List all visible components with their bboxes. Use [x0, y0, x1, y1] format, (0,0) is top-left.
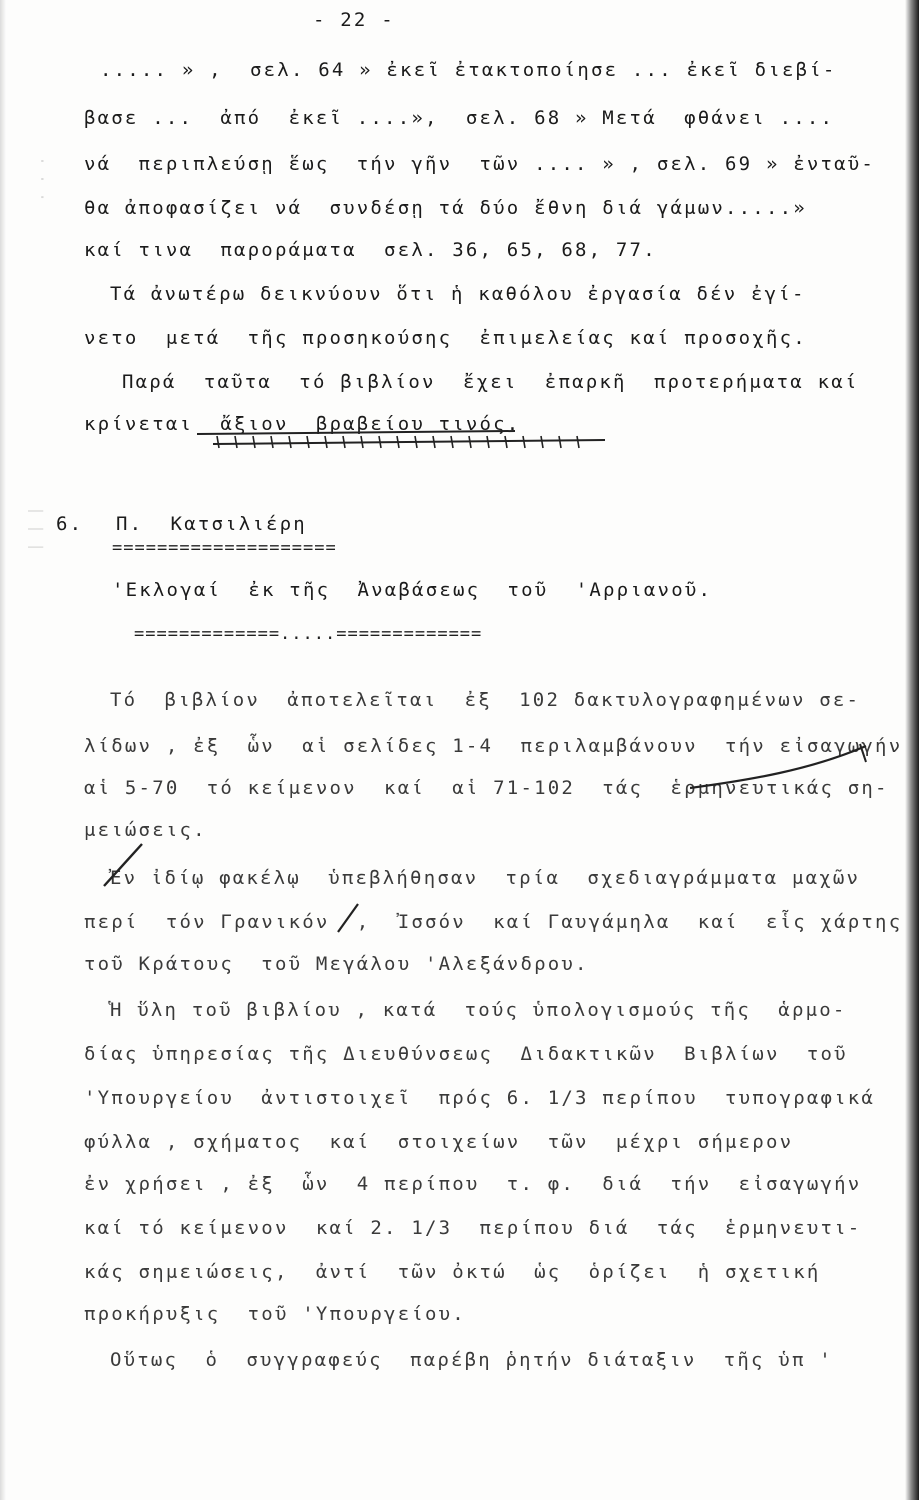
text-line-1: ..... » , σελ. 64 » ἐκεῖ ἐτακτοποίησε ... ἐκεῖ διεβί- — [100, 59, 837, 81]
page-number: - 22 - — [313, 9, 395, 31]
handwritten-underline — [195, 418, 615, 452]
text-line-4: θα ἀποφασίζει νά συνδέσῃ τά δύο ἔθνη διά γάμων.....» — [84, 197, 807, 219]
pen-slash-mark — [334, 900, 364, 936]
author-rule: ==================== — [112, 538, 337, 558]
body-line-16: Οὕτως ὁ συγγραφεύς παρέβη ῥητήν διάταξιν τῆς ὑπ ' — [110, 1349, 833, 1371]
body-line-5: Ἐν ἰδίῳ φακέλῳ ὑπεβλήθησαν τρία σχεδιαγράμματα μαχῶν — [110, 867, 861, 889]
body-line-6: περί τόν Γρανικόν , Ἰσσόν καί Γαυγάμηλα καί εἷς χάρτης — [84, 911, 903, 933]
text-line-9: κρίνεται ἄξιον βραβείου τινός. — [84, 413, 521, 435]
body-line-10: 'Υπουργείου ἀντιστοιχεῖ πρός 6. 1/3 περίπου τυπογραφικά — [84, 1087, 876, 1109]
body-line-7: τοῦ Κράτους τοῦ Μεγάλου 'Αλεξάνδρου. — [84, 953, 589, 975]
body-line-11: φύλλα , σχήματος καί στοιχείων τῶν μέχρι σήμερον — [84, 1131, 794, 1153]
text-line-8: Παρά ταῦτα τό βιβλίον ἔχει ἐπαρκῆ προτερήματα καί — [122, 371, 859, 393]
body-line-15: προκήρυξις τοῦ 'Υπουργείου. — [84, 1303, 466, 1325]
section-title: 'Εκλογαί ἐκ τῆς Ἀναβάσεως τοῦ 'Αρριανοῦ. — [112, 579, 713, 601]
pen-slash-mark — [96, 840, 156, 890]
text-line-7: νετο μετά τῆς προσηκούσης ἐπιμελείας καί προσοχῆς. — [84, 327, 807, 349]
section-author: Π. Κατσιλιέρη — [116, 513, 307, 535]
bleed-through-mark: | | | — [25, 506, 44, 552]
body-line-3: αἱ 5-70 τό κείμενον καί αἱ 71-102 τάς ἑρμηνευτικάς ση- — [84, 777, 889, 799]
pen-curve-mark — [690, 740, 870, 800]
body-line-8: Ἡ ὕλη τοῦ βιβλίου , κατά τούς ὑπολογισμούς τῆς ἁρμο- — [110, 999, 847, 1021]
body-line-12: ἐν χρήσει , ἐξ ὧν 4 περίπου τ. φ. διά τήν εἰσαγωγήν — [84, 1173, 862, 1195]
title-rule: =============.....============= — [134, 624, 483, 644]
text-line-5: καί τινα παροράματα σελ. 36, 65, 68, 77. — [84, 239, 657, 261]
body-line-1: Τό βιβλίον ἀποτελεῖται ἐξ 102 δακτυλογραφημένων σε- — [110, 689, 861, 711]
text-line-3: νά περιπλεύσῃ ἕως τήν γῆν τῶν .... » , σελ. 69 » ἐνταῦ- — [84, 153, 876, 175]
scan-right-edge-shadow — [905, 0, 919, 1500]
body-line-2: λίδων , ἐξ ὧν αἱ σελίδες 1-4 περιλαμβάνουν τήν εἰσαγωγήν — [84, 735, 903, 757]
scan-left-edge — [0, 0, 6, 1500]
body-line-14: κάς σημειώσεις, ἀντί τῶν ὀκτώ ὡς ὁρίζει ἡ σχετική — [84, 1261, 821, 1283]
section-number: 6. — [56, 513, 84, 535]
bleed-through-mark: · · · — [33, 156, 52, 202]
body-line-4: μειώσεις. — [84, 819, 207, 841]
body-line-9: δίας ὑπηρεσίας τῆς Διευθύνσεως Διδακτικῶν Βιβλίων τοῦ — [84, 1043, 848, 1065]
text-line-2: βασε ... ἀπό ἐκεῖ ....», σελ. 68 » Μετά φθάνει .... — [84, 107, 835, 129]
body-line-13: καί τό κείμενον καί 2. 1/3 περίπου διά τάς ἑρμηνευτι- — [84, 1217, 862, 1239]
text-line-6: Τά ἀνωτέρω δεικνύουν ὅτι ἡ καθόλου ἐργασία δέν ἐγί- — [110, 283, 806, 305]
